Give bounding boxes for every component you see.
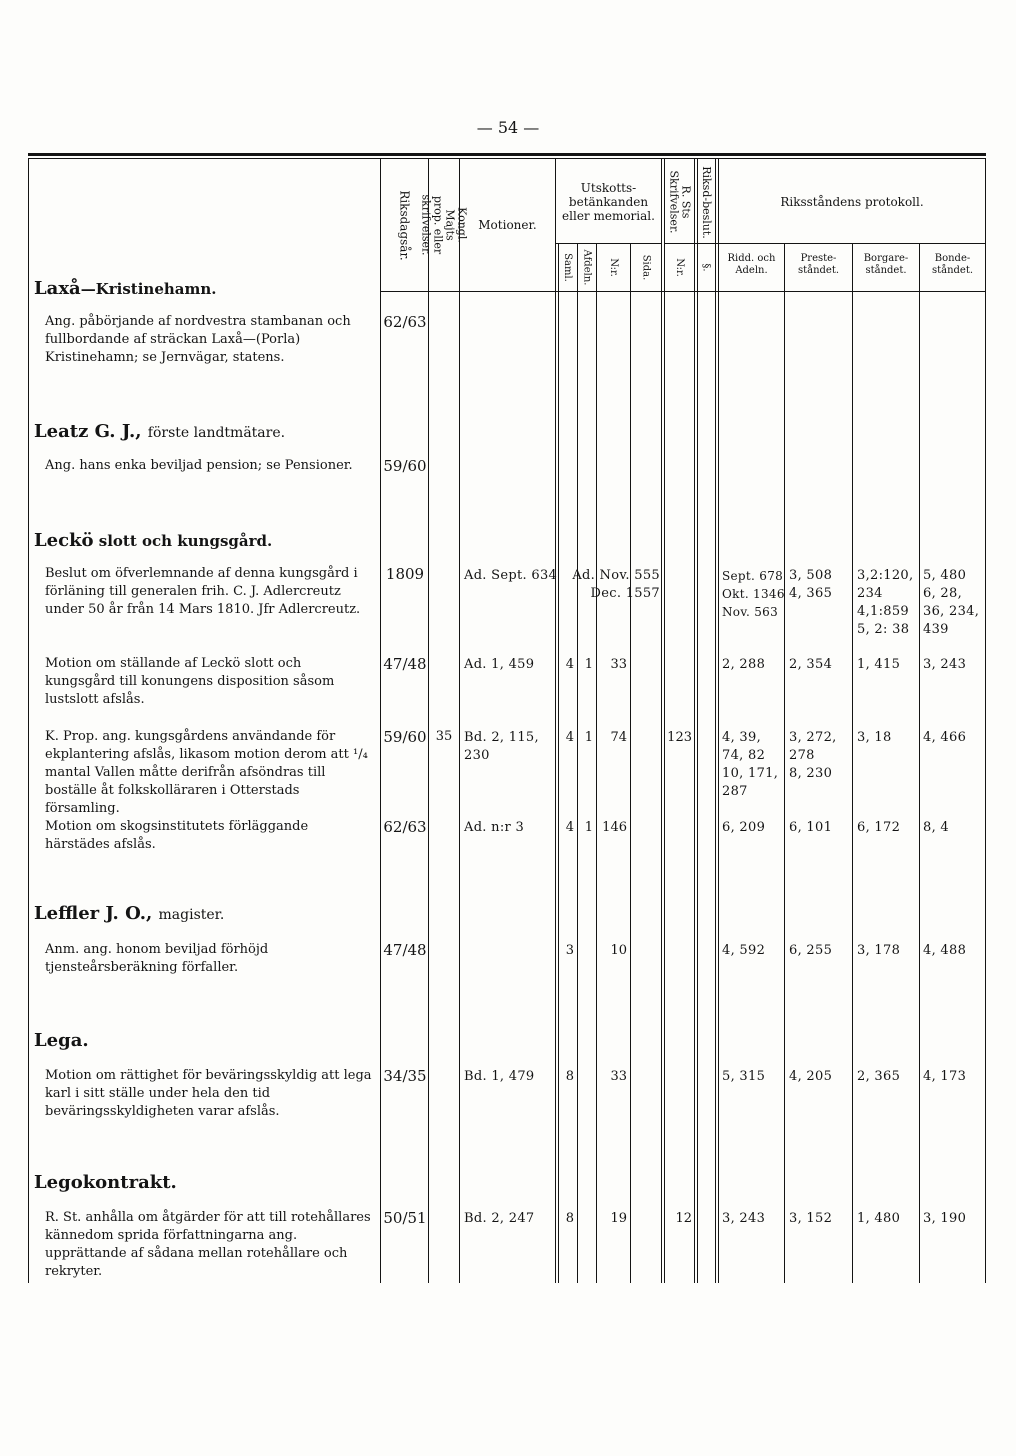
entry-prest: 6, 255 — [789, 943, 833, 958]
entry-description: Anm. ang. honom beviljad förhöjd tjensteårsberäkning förfaller. — [45, 942, 269, 975]
entry-prest: 278 — [789, 748, 815, 763]
entry-ridd: 3, 243 — [722, 1211, 766, 1226]
entry-bonde: 5, 480 — [923, 568, 967, 583]
section-heading-legokontrakt: Legokontrakt. — [34, 1172, 177, 1193]
entry-description: Motion om rättighet för beväringsskyldig att lega karl i sitt ställe under hela den tid beväringsskyldigheten varar afslås. — [45, 1068, 372, 1119]
col-line — [919, 243, 920, 1283]
entry-ridd: 10, 171, — [722, 766, 779, 781]
entry-borg: 1, 480 — [857, 1211, 901, 1226]
entry-motioner: Ad. Sept. 634 — [464, 568, 558, 583]
header-borg: Borgare- ståndet. — [863, 253, 909, 276]
entry-saml: 4 — [565, 657, 574, 672]
header-utskotts: Utskotts- betänkanden eller memorial. — [562, 181, 655, 223]
entry-utskott: Ad. Nov. 555 — [572, 568, 660, 583]
entry-ridd: Sept. 678 — [722, 569, 784, 583]
header-rsts: R. Sts Skrifvelser. — [667, 170, 693, 234]
entry-ridd: 2, 288 — [722, 657, 766, 672]
header-rsts-nr: N:r. — [674, 257, 685, 277]
register-table — [28, 153, 986, 1283]
header-afdeln: Afdeln. — [581, 249, 593, 285]
entry-rsts-nr: 123 — [667, 730, 692, 745]
entry-prest: 3, 152 — [789, 1211, 833, 1226]
col-line — [694, 158, 695, 1283]
col-line — [558, 243, 559, 1283]
col-line — [28, 158, 29, 1283]
entry-year: 59/60 — [383, 457, 427, 475]
entry-ridd: Okt. 1346 — [722, 587, 785, 601]
header-ridd: Ridd. och Adeln. — [727, 253, 776, 276]
entry-bonde: 4, 466 — [923, 730, 967, 745]
entry-saml: 3 — [565, 943, 574, 958]
entry-borg: 1, 415 — [857, 657, 901, 672]
entry-utskott: Dec. 1557 — [590, 586, 660, 601]
entry-motioner: Bd. 2, 247 — [464, 1211, 535, 1226]
header-kongl: Kongl. Majts prop. eller skrifvelser. — [420, 194, 470, 256]
entry-nr: 74 — [610, 730, 627, 745]
entry-description: Ang. hans enka beviljad pension; se Pensioner. — [45, 458, 353, 473]
header-nr: N:r. — [608, 257, 619, 277]
col-line — [661, 158, 662, 1283]
entry-description: Ang. påbörjande af nordvestra stambanan och fullbordande af sträckan Laxå—(Porla) Kristinehamn; se Jernvägar, statens. — [45, 314, 351, 365]
entry-afdeln: 1 — [584, 820, 593, 835]
section-heading-laxa: Laxå—Kristinehamn. — [34, 278, 217, 299]
entry-motioner: 230 — [464, 748, 490, 763]
col-line — [630, 243, 631, 1283]
entry-motioner: Bd. 2, 115, — [464, 730, 539, 745]
col-line — [459, 158, 460, 1283]
entry-motioner: Ad. n:r 3 — [464, 820, 525, 835]
entry-bonde: 3, 243 — [923, 657, 967, 672]
entry-borg: 4,1:859 — [857, 604, 909, 619]
col-line — [596, 243, 597, 1283]
header-paragraph: §. — [701, 262, 712, 272]
top-rule-thin — [28, 158, 986, 159]
section-heading-lega: Lega. — [34, 1030, 89, 1051]
header-bottom-rule — [380, 291, 986, 292]
entry-borg: 5, 2: 38 — [857, 622, 910, 637]
entry-nr: 33 — [610, 657, 627, 672]
entry-prest: 6, 101 — [789, 820, 833, 835]
entry-ridd: Nov. 563 — [722, 605, 779, 619]
page-number: — 54 — — [476, 118, 540, 137]
header-motioner: Motioner. — [478, 218, 537, 232]
entry-bonde: 8, 4 — [923, 820, 950, 835]
entry-description: Motion om ställande af Leckö slott och kungsgård till konungens disposition såsom lustslott afslås. — [45, 656, 335, 707]
entry-borg: 2, 365 — [857, 1069, 901, 1084]
section-heading-leatz: Leatz G. J., förste landtmätare. — [34, 421, 286, 442]
section-heading-leffler: Leffler J. O., magister. — [34, 903, 225, 924]
entry-saml: 4 — [565, 820, 574, 835]
header-sida: Sida. — [640, 254, 652, 280]
col-line — [718, 158, 719, 1283]
entry-bonde: 439 — [923, 622, 949, 637]
col-line — [852, 243, 853, 1283]
entry-prest: 2, 354 — [789, 657, 833, 672]
section-heading-lecko: Leckö slott och kungsgård. — [34, 530, 273, 551]
col-line — [555, 158, 556, 1283]
col-line — [715, 158, 716, 1283]
entry-prest: 4, 205 — [789, 1069, 833, 1084]
entry-bonde: 36, 234, — [923, 604, 980, 619]
col-line — [784, 243, 785, 1283]
header-bonde: Bonde- ståndet. — [931, 253, 974, 276]
entry-year: 47/48 — [383, 941, 427, 959]
entry-rsts-nr: 12 — [675, 1211, 692, 1226]
header-prest: Preste- ståndet. — [797, 253, 840, 276]
entry-nr: 19 — [610, 1211, 627, 1226]
entry-year: 34/35 — [383, 1067, 427, 1085]
entry-year: 62/63 — [383, 313, 427, 331]
entry-saml: 8 — [565, 1069, 574, 1084]
entry-description: Motion om skogsinstitutets förläggande härstädes afslås. — [45, 819, 309, 852]
header-riksdagsar: Riksdagsår. — [398, 189, 412, 261]
entry-saml: 4 — [565, 730, 574, 745]
entry-ridd: 74, 82 — [722, 748, 766, 763]
entry-prest: 8, 230 — [789, 766, 833, 781]
entry-year: 50/51 — [383, 1209, 427, 1227]
entry-year: 62/63 — [383, 818, 427, 836]
header-saml: Saml. — [562, 252, 574, 282]
entry-prest: 3, 272, — [789, 730, 837, 745]
entry-kongl: 35 — [435, 729, 453, 744]
entry-year: 47/48 — [383, 655, 427, 673]
entry-prest: 4, 365 — [789, 586, 833, 601]
col-line — [697, 158, 698, 1283]
entry-prest: 3, 508 — [789, 568, 833, 583]
entry-borg: 234 — [857, 586, 883, 601]
entry-borg: 3, 18 — [857, 730, 892, 745]
entry-motioner: Bd. 1, 479 — [464, 1069, 535, 1084]
entry-bonde: 3, 190 — [923, 1211, 967, 1226]
entry-borg: 6, 172 — [857, 820, 901, 835]
entry-ridd: 5, 315 — [722, 1069, 766, 1084]
entry-saml: 8 — [565, 1211, 574, 1226]
entry-afdeln: 1 — [584, 730, 593, 745]
col-line — [577, 243, 578, 1283]
header-riksstand: Riksståndens protokoll. — [780, 195, 924, 209]
entry-borg: 3,2:120, — [857, 568, 914, 583]
entry-bonde: 4, 173 — [923, 1069, 967, 1084]
entry-bonde: 6, 28, — [923, 586, 963, 601]
header-divider — [718, 243, 986, 244]
entry-ridd: 287 — [722, 784, 748, 799]
header-riksdbeslut: Riksd-beslut. — [700, 165, 713, 239]
entry-motioner: Ad. 1, 459 — [464, 657, 535, 672]
entry-description: R. St. anhålla om åtgärder för att till rotehållares kännedom sprida författningarna ang. upprättande af sådana mellan rotehållare och rekryter. — [45, 1210, 371, 1279]
entry-nr: 10 — [610, 943, 627, 958]
entry-bonde: 4, 488 — [923, 943, 967, 958]
entry-year: 1809 — [385, 565, 425, 583]
entry-description: Beslut om öfverlemnande af denna kungsgård i förläning till generalen frih. C. J. Adlercreutz under 50 år från 14 Mars 1810. Jfr Adlercreutz. — [45, 566, 361, 617]
entry-borg: 3, 178 — [857, 943, 901, 958]
entry-ridd: 4, 39, — [722, 730, 762, 745]
entry-ridd: 6, 209 — [722, 820, 766, 835]
entry-ridd: 4, 592 — [722, 943, 766, 958]
entry-description: K. Prop. ang. kungsgårdens användande för ekplantering afslås, likasom motion derom att ¹/₄ mantal Vallen måtte derifrån afsöndras till boställe åt folkskolläraren i Otterstads församling. — [45, 729, 368, 816]
top-rule — [28, 153, 986, 156]
entry-afdeln: 1 — [584, 657, 593, 672]
entry-nr: 146 — [602, 820, 627, 835]
entry-year: 59/60 — [383, 728, 427, 746]
entry-nr: 33 — [610, 1069, 627, 1084]
col-line — [985, 158, 986, 1283]
col-line — [664, 158, 665, 1283]
